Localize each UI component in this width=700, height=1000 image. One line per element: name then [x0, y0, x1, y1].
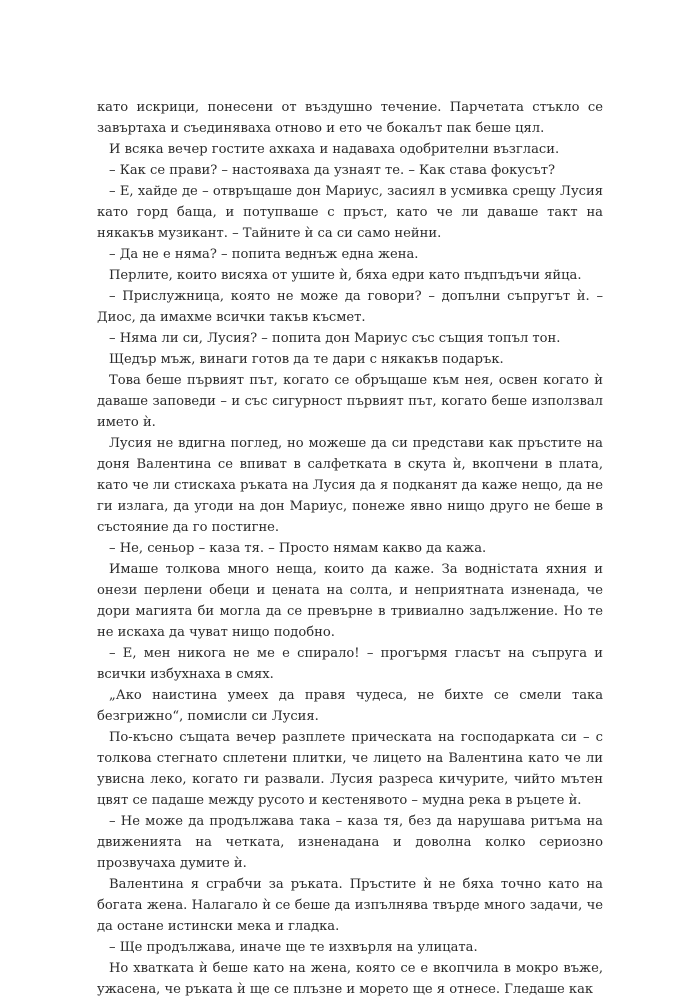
- paragraph: Щедър мъж, винаги готов да те дари с някакъв подарък.: [109, 352, 504, 367]
- paragraph: като искрици, понесени от въздушно течение. Парчетата стъкло се завъртаха и съединяваха отново и ето че бокалът пак беше цял.: [97, 100, 603, 136]
- paragraph: – Ще продължава, иначе ще те изхвърля на улицата.: [109, 940, 478, 955]
- body-text: [97, 97, 603, 1000]
- paragraph: „Ако наистина умеех да правя чудеса, не бихте се смели така безгрижно“, помисли си Лусия.: [97, 688, 603, 724]
- paragraph: И всяка вечер гостите ахкаха и надаваха одобрителни възгласи.: [109, 142, 560, 157]
- paragraph: – Не, сеньор – каза тя. – Просто нямам какво да кажа.: [109, 541, 487, 556]
- paragraph: – Е, мен никога не ме е спирало! – прогърмя гласът на съпруга и всички избухнаха в смях.: [97, 646, 603, 682]
- paragraph: По-късно същата вечер разплете прическата на господарката си – с толкова стегнато сплетени плитки, че лицето на Валентина като че ли увисна леко, когато ги развали. Лусия разреса кичурите, чийто мътен цвят се падаше между русото и кестенявото – мудна река в ръцете ѝ.: [97, 730, 603, 808]
- paragraph: – Да не е няма? – попита веднъж една жена.: [109, 247, 419, 262]
- paragraph: Перлите, които висяха от ушите ѝ, бяха едри като пъдпъдъчи яйца.: [109, 268, 582, 283]
- paragraph: – Прислужница, която не може да говори? – допълни съпругът ѝ. – Диос, да имахме всички такъв късмет.: [97, 289, 603, 325]
- paragraph: Лусия не вдигна поглед, но можеше да си представи как пръстите на доня Валентина се впиват в салфетката в скута ѝ, вкопчени в плата, като че ли стискаха ръката на Лусия да я подканят да каже нещо, да не ги излага, да угоди на дон Мариус, понеже явно нищо друго не беше в състояние да го постигне.: [97, 436, 603, 535]
- paragraph: Имаше толкова много неща, които да каже. За водністата яхния и онези перлени обеци и цената на солта, и неприятната изненада, че дори магията би могла да се превърне в тривиално задължение. Но те не искаха да чуват нищо подобно.: [97, 562, 603, 640]
- paragraph: – Не може да продължава така – каза тя, без да нарушава ритъма на движенията на четката, изненадана и доволна колко сериозно прозвучаха думите ѝ.: [97, 814, 603, 871]
- paragraph: – Няма ли си, Лусия? – попита дон Мариус със същия топъл тон.: [109, 331, 561, 346]
- paragraph: – Е, хайде де – отвръщаше дон Мариус, засиял в усмивка срещу Лусия като горд баща, и потупваше с пръст, като че ли даваше такт на някакъв музикант. – Тайните ѝ са си само нейни.: [97, 184, 603, 241]
- paragraph: Валентина я сграбчи за ръката. Пръстите ѝ не бяха точно като на богата жена. Налагало ѝ се беше да изпълнява твърде много задачи, че да остане истински мека и гладка.: [97, 877, 603, 934]
- paragraph: Това беше първият път, когато се обръщаше към нея, освен когато ѝ даваше заповеди – и със сигурност първият път, когато беше използвал името ѝ.: [97, 373, 603, 430]
- paragraph: Но хватката ѝ беше като на жена, която се е вкопчила в мокро въже, ужасена, че ръката ѝ ще се плъзне и морето ще я отнесе. Гледаше как: [97, 961, 603, 997]
- paragraph: – Как се прави? – настояваха да узнаят те. – Как става фокусът?: [109, 163, 555, 178]
